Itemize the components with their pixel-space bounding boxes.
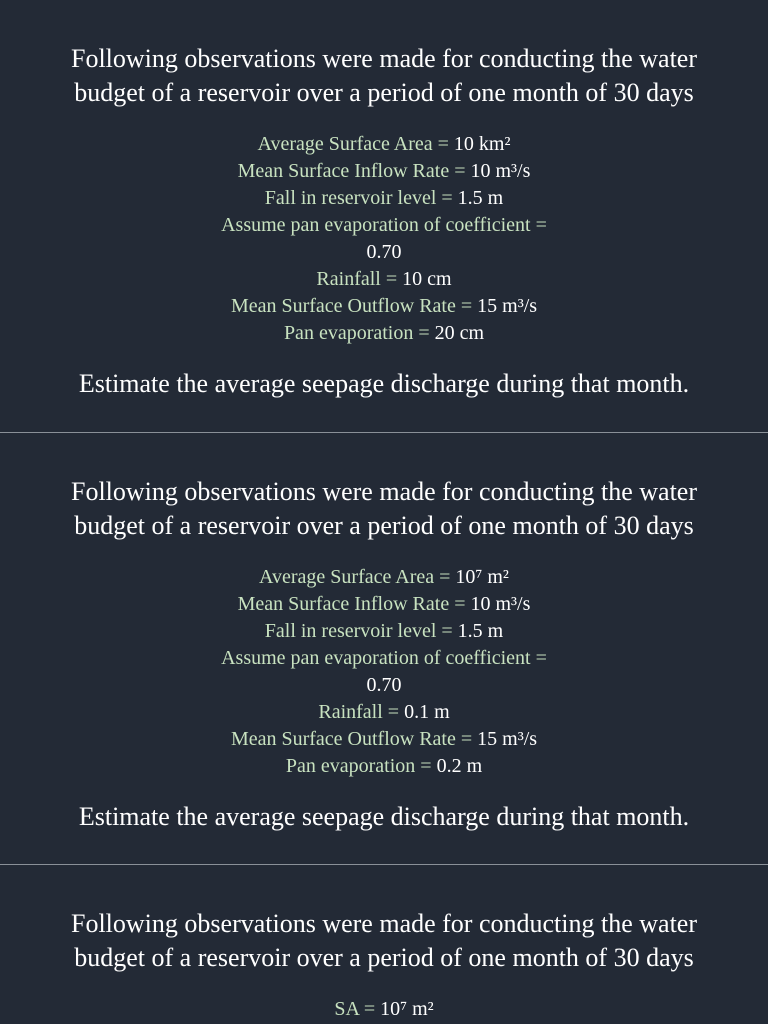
problem-intro (30, 865, 738, 975)
observation-fall-in-level (0, 618, 768, 645)
observation-pan-evaporation (0, 320, 768, 347)
observation-list (0, 131, 768, 347)
observation-outflow-rate (0, 726, 768, 753)
problem-question: Estimate the average seepage discharge during that month. (78, 802, 690, 831)
observation-pan-coefficient-label (0, 212, 768, 239)
observation-label: Assume pan evaporation of coefficient = (221, 647, 547, 669)
observation-rainfall (0, 266, 768, 293)
observation-label: Average Surface Area = (257, 133, 454, 155)
observation-label: SA = (334, 998, 381, 1020)
intro-line-1: Following observations were made for conducting the water (71, 909, 697, 938)
observation-label: Mean Surface Inflow Rate = (237, 160, 471, 182)
observation-value: 15 m³/s (477, 295, 538, 317)
observation-surface-area (0, 996, 768, 1023)
observation-label: Mean Surface Outflow Rate = (230, 295, 478, 317)
observation-value: 0.2 m (436, 755, 483, 777)
observation-label: Mean Surface Outflow Rate = (230, 728, 478, 750)
observation-rainfall (0, 699, 768, 726)
observation-value: 10⁷ m² (380, 998, 434, 1020)
observation-label: Mean Surface Inflow Rate = (237, 593, 471, 615)
observation-value: 1.5 m (457, 187, 504, 209)
observation-label: Rainfall = (316, 268, 403, 290)
observation-value: 0.70 (366, 241, 402, 263)
observation-outflow-rate (0, 293, 768, 320)
problem-question: Estimate the average seepage discharge during that month. (78, 369, 690, 398)
intro-line-1: Following observations were made for conducting the water (71, 477, 697, 506)
observation-inflow-rate (0, 158, 768, 185)
observation-pan-coefficient-value (0, 239, 768, 266)
observation-value: 15 m³/s (477, 728, 538, 750)
problem-intro (30, 0, 738, 110)
intro-line-2: budget of a reservoir over a period of one month of 30 days (74, 943, 694, 972)
observation-value: 10⁷ m² (455, 566, 509, 588)
observation-pan-coefficient-label (0, 645, 768, 672)
observation-value: 20 cm (434, 322, 485, 344)
problem-slide-3 (0, 864, 768, 1024)
observation-list (0, 996, 768, 1023)
observation-value: 0.70 (366, 674, 402, 696)
observation-label: Average Surface Area = (259, 566, 456, 588)
problem-slide-1 (0, 0, 768, 432)
observation-value: 10 cm (402, 268, 452, 290)
observation-label: Pan evaporation = (285, 755, 437, 777)
observation-value: 1.5 m (457, 620, 504, 642)
intro-line-2: budget of a reservoir over a period of one month of 30 days (74, 78, 694, 107)
observation-list (0, 564, 768, 780)
observation-average-surface-area (0, 131, 768, 158)
intro-line-2: budget of a reservoir over a period of one month of 30 days (74, 511, 694, 540)
problem-intro (30, 433, 738, 543)
observation-label: Pan evaporation = (283, 322, 435, 344)
observation-pan-evaporation (0, 753, 768, 780)
observation-average-surface-area (0, 564, 768, 591)
observation-value: 10 m³/s (470, 593, 531, 615)
intro-line-1: Following observations were made for conducting the water (71, 44, 697, 73)
observation-label: Fall in reservoir level = (264, 620, 458, 642)
problem-slide-2 (0, 432, 768, 864)
observation-pan-coefficient-value (0, 672, 768, 699)
observation-label: Rainfall = (318, 701, 405, 723)
observation-value: 10 km² (453, 133, 511, 155)
observation-label: Assume pan evaporation of coefficient = (221, 214, 547, 236)
observation-value: 10 m³/s (470, 160, 531, 182)
observation-fall-in-level (0, 185, 768, 212)
observation-inflow-rate (0, 591, 768, 618)
observation-value: 0.1 m (404, 701, 450, 723)
observation-label: Fall in reservoir level = (264, 187, 458, 209)
